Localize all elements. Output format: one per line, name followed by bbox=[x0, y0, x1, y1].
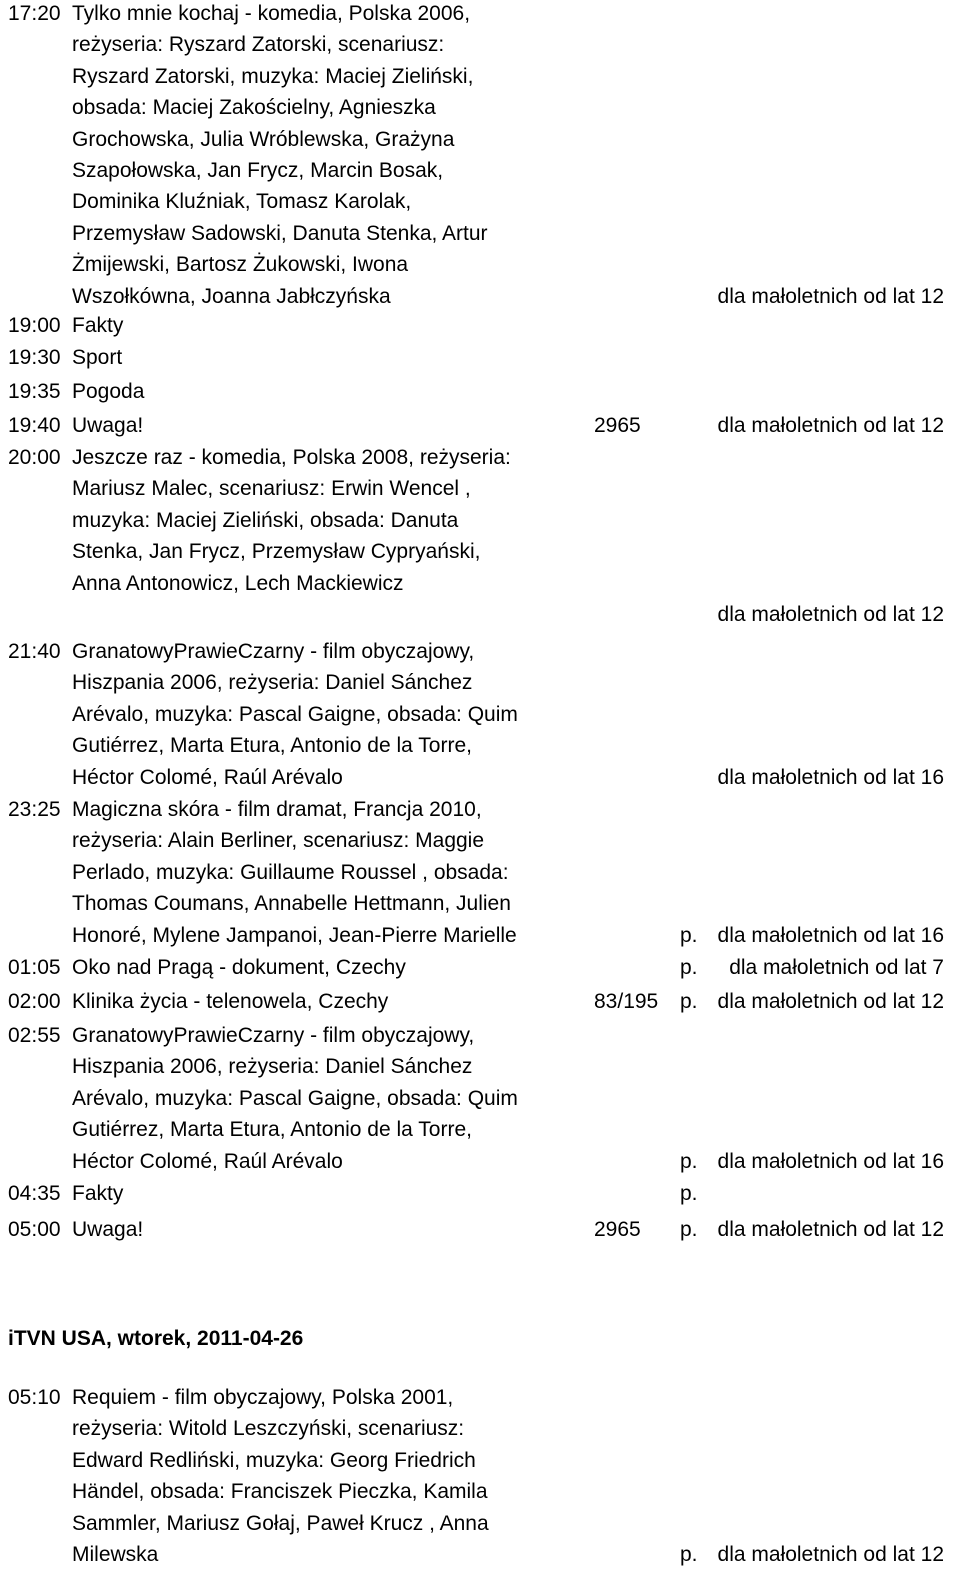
program-line bbox=[8, 892, 952, 916]
program-text: Wszołkówna, Joanna Jabłczyńska bbox=[72, 284, 391, 308]
age-rating: dla małoletnich od lat 12 bbox=[717, 284, 944, 308]
program-line bbox=[8, 572, 952, 596]
program-text: Gutiérrez, Marta Etura, Antonio de la Torre, bbox=[72, 1118, 472, 1142]
program-text: Arévalo, muzyka: Pascal Gaigne, obsada: Quim bbox=[72, 1086, 518, 1110]
program-line bbox=[8, 285, 952, 309]
program-text: Jeszcze raz - komedia, Polska 2008, reżyseria: bbox=[72, 446, 511, 469]
program-time: 05:10 bbox=[8, 1386, 61, 1409]
program-text: Oko nad Pragą - dokument, Czechy bbox=[72, 956, 406, 979]
program-text: Pogoda bbox=[72, 380, 145, 403]
program-text: Magiczna skóra - film dramat, Francja 2010, bbox=[72, 798, 482, 821]
page-marker: p. bbox=[680, 1543, 698, 1566]
age-rating: dla małoletnich od lat 12 bbox=[717, 603, 944, 626]
program-line bbox=[8, 1024, 952, 1048]
program-line bbox=[8, 1182, 952, 1206]
program-time: 23:25 bbox=[8, 798, 61, 821]
program-line bbox=[8, 190, 952, 214]
program-text: Szapołowska, Jan Frycz, Marcin Bosak, bbox=[72, 159, 444, 182]
program-text: Grochowska, Julia Wróblewska, Grażyna bbox=[72, 127, 455, 151]
program-text: muzyka: Maciej Zieliński, obsada: Danuta bbox=[72, 508, 459, 532]
program-line bbox=[8, 1055, 952, 1079]
program-text: Händel, obsada: Franciszek Pieczka, Kamila bbox=[72, 1480, 488, 1504]
program-time: 19:35 bbox=[8, 380, 61, 403]
program-text: Héctor Colomé, Raúl Arévalo bbox=[72, 1149, 343, 1173]
program-text: Perlado, muzyka: Guillaume Roussel , obsada: bbox=[72, 860, 509, 884]
program-text: Tylko mnie kochaj - komedia, Polska 2006, bbox=[72, 2, 471, 25]
program-line bbox=[8, 671, 952, 695]
program-text: Dominika Kluźniak, Tomasz Karolak, bbox=[72, 190, 412, 214]
program-line bbox=[8, 414, 952, 438]
program-line bbox=[8, 1480, 952, 1504]
program-line bbox=[8, 1386, 952, 1410]
age-rating: dla małoletnich od lat 12 bbox=[717, 1543, 944, 1566]
program-text: Honoré, Mylene Jampanoi, Jean-Pierre Marielle bbox=[72, 923, 517, 947]
program-line bbox=[8, 33, 952, 57]
program-text: Przemysław Sadowski, Danuta Stenka, Artur bbox=[72, 221, 488, 245]
program-text: Milewska bbox=[72, 1543, 159, 1566]
program-text: Gutiérrez, Marta Etura, Antonio de la Torre, bbox=[72, 734, 472, 758]
program-line bbox=[8, 734, 952, 758]
program-line bbox=[8, 603, 952, 627]
program-text: Ryszard Zatorski, muzyka: Maciej Zieliński, bbox=[72, 64, 474, 88]
program-time: 02:55 bbox=[8, 1024, 61, 1047]
page-marker: p. bbox=[680, 956, 698, 979]
program-text: Edward Redliński, muzyka: Georg Friedrich bbox=[72, 1448, 476, 1472]
page-marker: p. bbox=[680, 1218, 698, 1241]
program-line bbox=[8, 1218, 952, 1242]
program-text: Stenka, Jan Frycz, Przemysław Cypryański, bbox=[72, 540, 481, 564]
program-text: Fakty bbox=[72, 314, 124, 337]
program-text: Uwaga! bbox=[72, 414, 144, 437]
program-text: Héctor Colomé, Raúl Arévalo bbox=[72, 765, 343, 789]
page-marker: p. bbox=[680, 990, 698, 1013]
program-line bbox=[8, 1087, 952, 1111]
program-line bbox=[8, 346, 952, 370]
program-line bbox=[8, 540, 952, 564]
program-line bbox=[8, 829, 952, 853]
program-text: Anna Antonowicz, Lech Mackiewicz bbox=[72, 571, 404, 595]
program-text: reżyseria: Witold Leszczyński, scenariusz: bbox=[72, 1417, 465, 1441]
program-text: Sport bbox=[72, 346, 123, 369]
page-marker: p. bbox=[680, 1149, 698, 1173]
program-line bbox=[8, 703, 952, 727]
program-line bbox=[8, 861, 952, 885]
program-time: 01:05 bbox=[8, 956, 61, 979]
program-text: reżyseria: Ryszard Zatorski, scenariusz: bbox=[72, 33, 445, 57]
episode-number: 83/195 bbox=[594, 990, 659, 1013]
program-line bbox=[8, 253, 952, 277]
program-text: Hiszpania 2006, reżyseria: Daniel Sánchez bbox=[72, 671, 473, 695]
program-line bbox=[8, 640, 952, 664]
program-text: GranatowyPrawieCzarny - film obyczajowy, bbox=[72, 1024, 475, 1047]
age-rating: dla małoletnich od lat 12 bbox=[717, 414, 944, 437]
program-line bbox=[8, 222, 952, 246]
age-rating: dla małoletnich od lat 16 bbox=[717, 923, 944, 947]
program-text: Uwaga! bbox=[72, 1218, 144, 1241]
age-rating: dla małoletnich od lat 12 bbox=[717, 1218, 944, 1241]
program-text: Arévalo, muzyka: Pascal Gaigne, obsada: Quim bbox=[72, 702, 518, 726]
program-line bbox=[8, 990, 952, 1014]
program-time: 20:00 bbox=[8, 446, 61, 469]
program-text: Żmijewski, Bartosz Żukowski, Iwona bbox=[72, 253, 409, 277]
program-line bbox=[8, 477, 952, 501]
program-time: 19:40 bbox=[8, 414, 61, 437]
program-text: Thomas Coumans, Annabelle Hettmann, Julien bbox=[72, 892, 511, 916]
program-line bbox=[8, 798, 952, 822]
program-line bbox=[8, 446, 952, 470]
page-marker: p. bbox=[680, 1182, 698, 1205]
program-line bbox=[8, 380, 952, 404]
program-line bbox=[8, 924, 952, 948]
program-line bbox=[8, 1417, 952, 1441]
program-time: 21:40 bbox=[8, 640, 61, 663]
page-marker: p. bbox=[680, 923, 698, 947]
program-text: Requiem - film obyczajowy, Polska 2001, bbox=[72, 1386, 454, 1409]
episode-number: 2965 bbox=[594, 414, 641, 437]
program-time: 19:30 bbox=[8, 346, 61, 369]
program-text: reżyseria: Alain Berliner, scenariusz: Maggie bbox=[72, 829, 485, 853]
channel-day-heading: iTVN USA, wtorek, 2011-04-26 bbox=[8, 1327, 304, 1350]
program-time: 05:00 bbox=[8, 1218, 61, 1241]
program-line bbox=[8, 128, 952, 152]
program-time: 02:00 bbox=[8, 990, 61, 1013]
program-text: Fakty bbox=[72, 1182, 124, 1205]
program-line bbox=[8, 956, 952, 980]
program-line bbox=[8, 1449, 952, 1473]
age-rating: dla małoletnich od lat 16 bbox=[717, 1149, 944, 1173]
program-line bbox=[8, 1512, 952, 1536]
program-line bbox=[8, 65, 952, 89]
program-text: GranatowyPrawieCzarny - film obyczajowy, bbox=[72, 640, 475, 663]
program-time: 04:35 bbox=[8, 1182, 61, 1205]
program-line bbox=[8, 509, 952, 533]
program-line bbox=[8, 314, 952, 338]
program-line bbox=[8, 1150, 952, 1174]
program-text: Mariusz Malec, scenariusz: Erwin Wencel , bbox=[72, 477, 471, 501]
program-line bbox=[8, 96, 952, 120]
age-rating: dla małoletnich od lat 12 bbox=[717, 990, 944, 1013]
program-text: Hiszpania 2006, reżyseria: Daniel Sánchez bbox=[72, 1055, 473, 1079]
program-text: Klinika życia - telenowela, Czechy bbox=[72, 990, 389, 1013]
program-line bbox=[8, 766, 952, 790]
program-line bbox=[8, 2, 952, 26]
age-rating: dla małoletnich od lat 16 bbox=[717, 765, 944, 789]
program-text: obsada: Maciej Zakościelny, Agnieszka bbox=[72, 96, 436, 120]
age-rating: dla małoletnich od lat 7 bbox=[729, 956, 944, 979]
program-text: Sammler, Mariusz Gołaj, Paweł Krucz , Anna bbox=[72, 1511, 489, 1535]
program-line bbox=[8, 1543, 952, 1567]
episode-number: 2965 bbox=[594, 1218, 641, 1241]
program-line bbox=[8, 1118, 952, 1142]
program-time: 17:20 bbox=[8, 2, 61, 25]
program-line bbox=[8, 159, 952, 183]
program-time: 19:00 bbox=[8, 314, 61, 337]
